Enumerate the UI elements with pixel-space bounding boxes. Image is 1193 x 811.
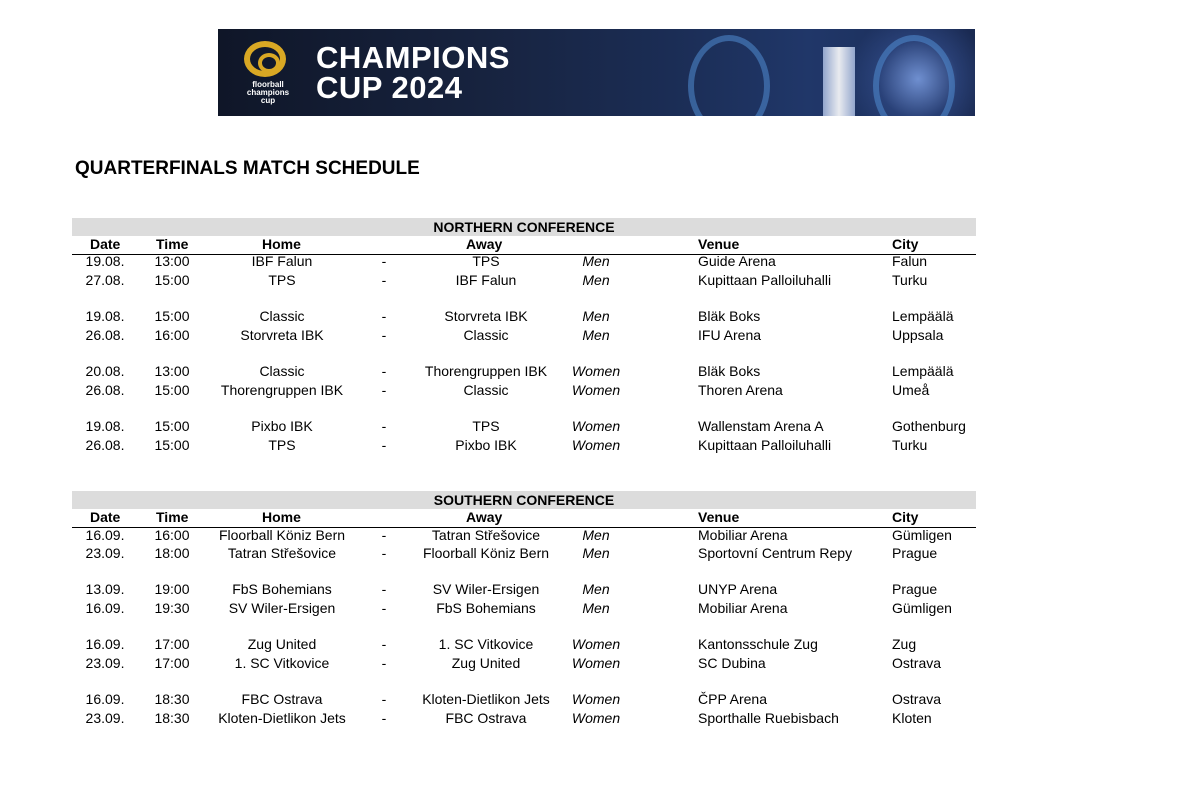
- match-cat: Men: [582, 253, 610, 269]
- match-row: [72, 581, 976, 599]
- banner-title-line1: CHAMPIONS: [316, 40, 510, 75]
- match-cat: Men: [582, 600, 610, 616]
- match-sep: -: [381, 581, 387, 597]
- match-cat: Women: [571, 710, 621, 726]
- match-home: Zug United: [247, 636, 317, 652]
- match-venue: UNYP Arena: [698, 581, 778, 597]
- match-time: 17:00: [154, 636, 190, 652]
- match-venue: Mobiliar Arena: [698, 600, 788, 616]
- match-cat: Men: [582, 308, 610, 324]
- match-home: Tatran Střešovice: [227, 545, 337, 561]
- match-date: 26.08.: [85, 327, 125, 343]
- match-city: Uppsala: [892, 327, 944, 343]
- match-row: [72, 691, 976, 709]
- match-row: [72, 545, 976, 563]
- match-home: FbS Bohemians: [232, 581, 332, 597]
- match-venue: Guide Arena: [698, 253, 776, 269]
- match-home: Thorengruppen IBK: [220, 382, 344, 398]
- match-cat: Women: [571, 655, 621, 671]
- match-city: Gothenburg: [892, 418, 966, 434]
- match-city: Ostrava: [892, 691, 942, 707]
- col-time: Time: [156, 509, 189, 525]
- match-away: Kloten-Dietlikon Jets: [422, 691, 550, 707]
- match-time: 19:30: [154, 600, 190, 616]
- match-time: 19:00: [154, 581, 190, 597]
- match-away: Zug United: [451, 655, 521, 671]
- match-row: [72, 710, 976, 728]
- match-city: Umeå: [892, 382, 930, 398]
- northern-conference-header: NORTHERN CONFERENCE: [72, 218, 976, 236]
- match-time: 16:00: [154, 527, 190, 543]
- match-home: Classic: [259, 308, 305, 324]
- match-city: Zug: [892, 636, 917, 652]
- match-venue: Sportovní Centrum Repy: [698, 545, 853, 561]
- match-time: 15:00: [154, 308, 190, 324]
- match-row: [72, 363, 976, 381]
- match-row: [72, 636, 976, 654]
- match-time: 13:00: [154, 363, 190, 379]
- match-row: [72, 382, 976, 400]
- col-away: Away: [466, 236, 503, 252]
- match-sep: -: [381, 382, 387, 398]
- match-date: 23.09.: [85, 545, 125, 561]
- page-title: QUARTERFINALS MATCH SCHEDULE: [75, 158, 420, 179]
- match-sep: -: [381, 437, 387, 453]
- match-home: Classic: [259, 363, 305, 379]
- col-date: Date: [90, 236, 121, 252]
- col-time: Time: [156, 236, 189, 252]
- match-time: 18:30: [154, 710, 190, 726]
- match-cat: Women: [571, 418, 621, 434]
- col-venue: Venue: [698, 236, 740, 252]
- match-venue: Sporthalle Ruebisbach: [698, 710, 839, 726]
- match-date: 19.08.: [85, 308, 125, 324]
- match-venue: Kantonsschule Zug: [698, 636, 818, 652]
- match-home: Pixbo IBK: [251, 418, 313, 434]
- match-cat: Women: [571, 363, 621, 379]
- match-home: 1. SC Vitkovice: [234, 655, 330, 671]
- match-date: 16.09.: [85, 636, 125, 652]
- match-date: 16.09.: [85, 527, 125, 543]
- match-time: 18:30: [154, 691, 190, 707]
- match-date: 26.08.: [85, 382, 125, 398]
- match-sep: -: [381, 710, 387, 726]
- match-date: 20.08.: [85, 363, 125, 379]
- match-away: TPS: [472, 418, 500, 434]
- match-sep: -: [381, 655, 387, 671]
- match-cat: Women: [571, 691, 621, 707]
- match-time: 13:00: [154, 253, 190, 269]
- match-venue: Bläk Boks: [698, 308, 761, 324]
- match-time: 17:00: [154, 655, 190, 671]
- match-date: 13.09.: [85, 581, 125, 597]
- match-sep: -: [381, 600, 387, 616]
- match-city: Prague: [892, 545, 938, 561]
- match-time: 15:00: [154, 272, 190, 288]
- match-row: [72, 655, 976, 673]
- match-away: FbS Bohemians: [436, 600, 536, 616]
- col-home: Home: [262, 236, 301, 252]
- southern-conference-header: SOUTHERN CONFERENCE: [72, 491, 976, 509]
- match-away: Classic: [463, 382, 509, 398]
- match-city: Ostrava: [892, 655, 942, 671]
- match-city: Lempäälä: [892, 363, 954, 379]
- banner-title: [316, 40, 510, 105]
- match-sep: -: [381, 418, 387, 434]
- match-venue: ČPP Arena: [698, 691, 768, 707]
- match-city: Turku: [892, 437, 928, 453]
- match-venue: IFU Arena: [698, 327, 762, 343]
- match-venue: Mobiliar Arena: [698, 527, 788, 543]
- match-date: 16.09.: [85, 600, 125, 616]
- match-away: 1. SC Vitkovice: [438, 636, 534, 652]
- southern-column-headers: [72, 509, 976, 528]
- match-sep: -: [381, 636, 387, 652]
- match-away: FBC Ostrava: [445, 710, 527, 726]
- match-row: [72, 527, 976, 545]
- match-venue: Kupittaan Palloiluhalli: [698, 272, 832, 288]
- match-date: 23.09.: [85, 710, 125, 726]
- match-home: IBF Falun: [251, 253, 313, 269]
- match-sep: -: [381, 363, 387, 379]
- match-city: Kloten: [892, 710, 932, 726]
- logo-text: floorball champions cup: [246, 80, 290, 105]
- match-date: 19.08.: [85, 418, 125, 434]
- match-away: SV Wiler-Ersigen: [432, 581, 540, 597]
- match-cat: Women: [571, 382, 621, 398]
- match-row: [72, 437, 976, 455]
- match-sep: -: [381, 253, 387, 269]
- match-city: Prague: [892, 581, 938, 597]
- match-sep: -: [381, 545, 387, 561]
- match-date: 16.09.: [85, 691, 125, 707]
- match-row: [72, 418, 976, 436]
- banner-title-line2: CUP 2024: [316, 70, 463, 105]
- match-city: Falun: [892, 253, 928, 269]
- match-cat: Men: [582, 272, 610, 288]
- trophy-handle-left: [688, 35, 770, 116]
- match-home: FBC Ostrava: [241, 691, 323, 707]
- match-cat: Women: [571, 437, 621, 453]
- match-away: Tatran Střešovice: [431, 527, 541, 543]
- match-row: [72, 308, 976, 326]
- match-sep: -: [381, 308, 387, 324]
- col-city: City: [892, 509, 919, 525]
- header-banner: [218, 29, 975, 116]
- match-time: 16:00: [154, 327, 190, 343]
- match-away: Classic: [463, 327, 509, 343]
- match-away: Thorengruppen IBK: [424, 363, 548, 379]
- match-city: Gümligen: [892, 600, 952, 616]
- match-home: SV Wiler-Ersigen: [228, 600, 336, 616]
- match-date: 27.08.: [85, 272, 125, 288]
- match-time: 15:00: [154, 418, 190, 434]
- match-cat: Men: [582, 327, 610, 343]
- match-away: TPS: [472, 253, 500, 269]
- match-venue: Kupittaan Palloiluhalli: [698, 437, 832, 453]
- match-venue: SC Dubina: [698, 655, 766, 671]
- match-row: [72, 253, 976, 271]
- col-city: City: [892, 236, 919, 252]
- match-cat: Men: [582, 545, 610, 561]
- match-sep: -: [381, 272, 387, 288]
- match-home: Kloten-Dietlikon Jets: [218, 710, 346, 726]
- match-time: 15:00: [154, 437, 190, 453]
- match-date: 23.09.: [85, 655, 125, 671]
- match-sep: -: [381, 327, 387, 343]
- match-time: 15:00: [154, 382, 190, 398]
- match-city: Gümligen: [892, 527, 952, 543]
- col-away: Away: [466, 509, 503, 525]
- match-venue: Thoren Arena: [698, 382, 783, 398]
- match-sep: -: [381, 527, 387, 543]
- match-date: 19.08.: [85, 253, 125, 269]
- match-home: Floorball Köniz Bern: [218, 527, 346, 543]
- match-away: IBF Falun: [455, 272, 517, 288]
- match-away: Floorball Köniz Bern: [422, 545, 550, 561]
- match-home: TPS: [268, 272, 296, 288]
- match-row: [72, 600, 976, 618]
- trophy-icon: [823, 47, 855, 116]
- match-row: [72, 327, 976, 345]
- match-date: 26.08.: [85, 437, 125, 453]
- col-date: Date: [90, 509, 121, 525]
- match-away: Storvreta IBK: [444, 308, 528, 324]
- match-venue: Wallenstam Arena A: [698, 418, 824, 434]
- col-venue: Venue: [698, 509, 740, 525]
- match-venue: Bläk Boks: [698, 363, 761, 379]
- match-time: 18:00: [154, 545, 190, 561]
- col-home: Home: [262, 509, 301, 525]
- logo-ring-icon: [244, 41, 286, 77]
- match-home: Storvreta IBK: [240, 327, 324, 343]
- champions-cup-logo: [240, 39, 296, 109]
- match-city: Turku: [892, 272, 928, 288]
- match-cat: Women: [571, 636, 621, 652]
- match-cat: Men: [582, 581, 610, 597]
- match-cat: Men: [582, 527, 610, 543]
- match-away: Pixbo IBK: [455, 437, 517, 453]
- match-row: [72, 272, 976, 290]
- match-sep: -: [381, 691, 387, 707]
- match-city: Lempäälä: [892, 308, 954, 324]
- match-home: TPS: [268, 437, 296, 453]
